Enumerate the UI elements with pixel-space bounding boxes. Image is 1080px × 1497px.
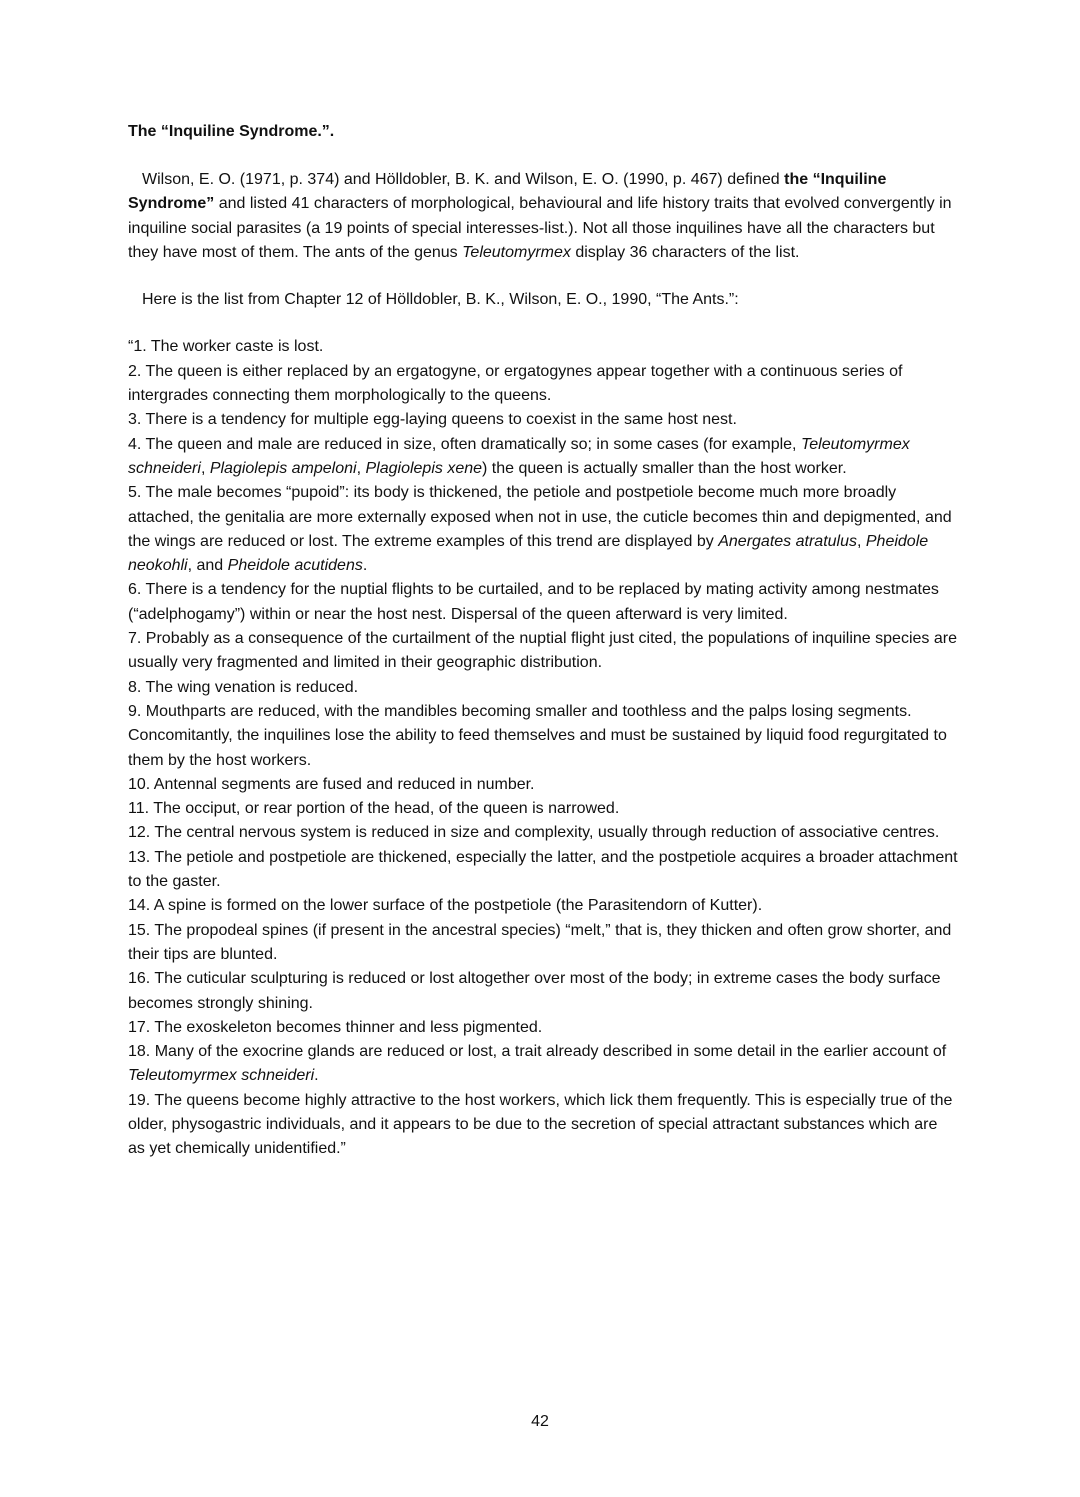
list-item: 6. There is a tendency for the nuptial flights to be curtailed, and to be replaced by mating activity among nestmates (“adelphogamy”) within or near the host nest. Dispersal of the queen afterward is very limited. xyxy=(128,581,939,623)
list-item-text: ) the queen is actually smaller than the host worker. xyxy=(482,459,847,477)
list-item: 17. The exoskeleton becomes thinner and less pigmented. xyxy=(128,1018,543,1036)
species-name: Anergates atratulus xyxy=(718,532,857,550)
species-name: Plagiolepis xene xyxy=(365,459,483,477)
list-item: 14. A spine is formed on the lower surface of the postpetiole (the Parasitendorn of Kutter). xyxy=(128,897,763,915)
section-heading: The “Inquiline Syndrome.”. xyxy=(128,123,335,140)
list-item: 11. The occiput, or rear portion of the head, of the queen is narrowed. xyxy=(128,800,620,818)
list-item: 15. The propodeal spines (if present in the ancestral species) “melt,” that is, they thicken and often grow shorter, and their tips are blunted. xyxy=(128,921,952,963)
list-item-text: , xyxy=(856,532,866,550)
list-item-text: 18. Many of the exocrine glands are reduced or lost, a trait already described in some detail in the earlier account of xyxy=(128,1043,947,1061)
list-item xyxy=(128,1040,958,1089)
syndrome-list xyxy=(128,335,958,1161)
list-item-text: . xyxy=(314,1067,319,1085)
list-item: “1. The worker caste is lost. xyxy=(128,338,324,356)
list-item xyxy=(128,481,958,578)
list-item xyxy=(128,433,958,482)
species-name: Teleutomyrmex schneideri xyxy=(128,435,910,477)
list-item-text: 4. The queen and male are reduced in size, often dramatically so; in some cases (for example, xyxy=(128,435,801,453)
intro-paragraph xyxy=(128,168,958,265)
intro-text: Wilson, E. O. (1971, p. 374) and Hölldobler, B. K. and Wilson, E. O. (1990, p. 467) defined xyxy=(142,171,785,188)
intro-text: and listed 41 characters of morphological, behavioural and life history traits that evolved convergently in inquiline social parasites (a 19 points of special interesses-list.). Not all those inquilines have all the characters but they have most of them. The ants of the genus xyxy=(128,195,952,261)
species-name: Plagiolepis ampeloni xyxy=(209,459,357,477)
list-item: 16. The cuticular sculpturing is reduced or lost altogether over most of the body; in extreme cases the body surface becomes strongly shining. xyxy=(128,970,941,1012)
page-number: 42 xyxy=(531,1413,549,1430)
intro-text: display 36 characters of the list. xyxy=(570,243,800,261)
list-item: 19. The queens become highly attractive to the host workers, which lick them frequently. This is especially true of the older, physogastric individuals, and it appears to be due to the secretion of special attractant substances which are as yet chemically unidentified.” xyxy=(128,1091,953,1158)
list-item-text: , xyxy=(200,459,210,477)
list-item-text: , xyxy=(356,459,366,477)
list-item: 12. The central nervous system is reduced in size and complexity, usually through reduction of associative centres. xyxy=(128,824,940,842)
list-item: 10. Antennal segments are fused and reduced in number. xyxy=(128,775,535,793)
list-item: 2. The queen is either replaced by an ergatogyne, or ergatogynes appear together with a continuous series of intergrades connecting them morphologically to the queens. xyxy=(128,362,903,405)
list-item: 8. The wing venation is reduced. xyxy=(128,678,359,696)
list-item-text: , and xyxy=(187,557,228,575)
intro-genus-name: Teleutomyrmex xyxy=(462,243,571,261)
list-item-text: 5. The male becomes “pupoid”: its body is thickened, the petiole and postpetiole become much more broadly attached, the genitalia are more externally exposed when not in use, the cuticle becomes thin and depigmented, and the wings are reduced or lost. The extreme examples of this trend are displayed by xyxy=(128,484,952,550)
intro-bold-term: the “Inquiline Syndrome” xyxy=(128,171,887,213)
list-item: 13. The petiole and postpetiole are thickened, especially the latter, and the postpetiole acquires a broader attachment to the gaster. xyxy=(128,848,958,891)
list-item: 9. Mouthparts are reduced, with the mandibles becoming smaller and toothless and the palps losing segments. Concomitantly, the inquilines lose the ability to feed themselves and must be sustained by liquid food regurgitated to them by the host workers. xyxy=(128,702,947,769)
document-page xyxy=(128,120,958,1162)
species-name: Pheidole acutidens xyxy=(227,557,363,575)
species-name: Pheidole neokohli xyxy=(128,532,929,575)
list-item: 3. There is a tendency for multiple egg-laying queens to coexist in the same host nest. xyxy=(128,411,737,429)
source-line: Here is the list from Chapter 12 of Hölldobler, B. K., Wilson, E. O., 1990, “The Ants.”: xyxy=(142,291,739,309)
list-item: 7. Probably as a consequence of the curtailment of the nuptial flight just cited, the populations of inquiline species are usually very fragmented and limited in their geographic distribution. xyxy=(128,630,957,672)
species-name: Teleutomyrmex schneideri xyxy=(128,1067,315,1085)
list-item-text: . xyxy=(362,557,368,575)
